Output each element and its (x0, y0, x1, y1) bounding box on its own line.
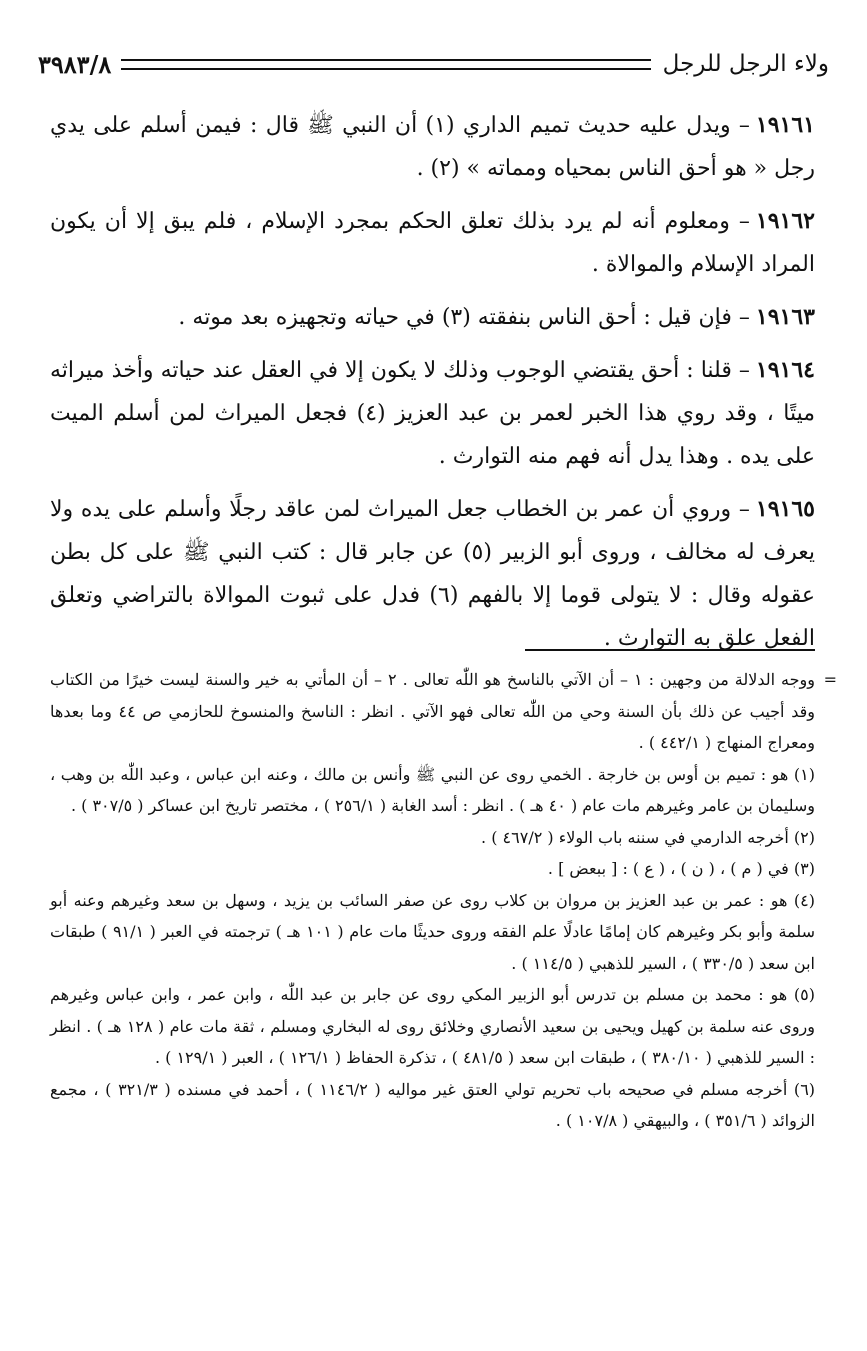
footnote-text: (٦) أخرجه مسلم في صحيحه باب تحريم تولي العتق غير مواليه ( ١١٤٦/٢ ) ، أحمد في مسنده ( ٣٢١/٣ ) ، مجمع الزوائد ( ٣٥١/٦ ) ، والبيهقي ( ١٠٧/٨ ) . (50, 1079, 816, 1130)
footnote-text: (١) هو : تميم بن أوس بن خارجة . الخمي روى عن النبي ﷺ وأنس بن مالك ، وعنه ابن عباس ، وعبد اللّٰه بن وهب ، وسليمان بن عامر وغيرهم مات عام ( ٤٠ هـ ) . انظر : أسد الغابة ( ٢٥٦/١ ) ، مختصر تاريخ ابن عساكر ( ٣٠٧/٥ ) . (50, 764, 815, 815)
paragraph-text: – ويدل عليه حديث تميم الداري (١) أن النبي ﷺ قال : فيمن أسلم على يدي رجل « هو أحق الناس بمحياه ومماته » (٢) . (50, 113, 815, 181)
paragraph-19163 (50, 296, 815, 339)
paragraph-text: – فإن قيل : أحق الناس بنفقته (٣) في حياته وتجهيزه بعد موته . (178, 305, 750, 330)
paragraph-19165 (50, 488, 815, 660)
paragraph-19162 (50, 200, 815, 286)
footnote-4 (50, 885, 815, 980)
footnote-text: (٢) أخرجه الدارمي في سننه باب الولاء ( ٤٦٧/٢ ) . (481, 827, 815, 847)
paragraph-number: ١٩١٦٤ (755, 357, 815, 383)
footnote-separator (525, 649, 815, 651)
footnote-3 (50, 853, 815, 885)
running-title: ولاء الرجل للرجل (662, 51, 829, 77)
paragraph-text: – وروي أن عمر بن الخطاب جعل الميراث لمن عاقد رجلًا وأسلم على يده ولا يعرف له مخالف ، وروى أبو الزبير (٥) عن جابر قال : كتب النبي ﷺ على كل بطن عقوله وقال : لا يتولى قوما إلا بالفهم (٦) فدل على ثبوت الموالاة بالتراضي وتعلق الفعل علق به التوارث . (50, 497, 816, 651)
header-rule (121, 59, 650, 70)
footnotes (50, 664, 837, 1137)
footnote-text: ووجه الدلالة من وجهين : ١ – أن الآتي بالناسخ هو اللّٰه تعالى . ٢ – أن المأتي به خير والسنة ليست خيرًا من الكتاب وقد أجيب عن ذلك بأن السنة وحي من اللّٰه تعالى فهو الآتي . انظر : الناسخ والمنسوخ للحازمي ص ٤٤ وما بعدها ومعراج المنهاج ( ٤٤٢/١ ) . (50, 670, 815, 752)
paragraph-19164 (50, 349, 815, 478)
paragraph-number: ١٩١٦٥ (755, 496, 815, 522)
paragraph-number: ١٩١٦٣ (755, 304, 815, 330)
footnote-continuation (50, 664, 837, 759)
main-text (50, 104, 815, 670)
paragraph-19161 (50, 104, 815, 190)
footnote-1 (50, 759, 815, 822)
footnote-6 (50, 1074, 815, 1137)
paragraph-number: ١٩١٦١ (755, 112, 815, 138)
footnote-5 (50, 979, 815, 1074)
footnote-text: (٣) في ( م ) ، ( ن ) ، ( ع ) : [ ببعض ] . (547, 859, 815, 878)
paragraph-number: ١٩١٦٢ (755, 208, 815, 234)
footnote-text: (٥) هو : محمد بن مسلم بن تدرس أبو الزبير المكي روى عن جابر بن عبد اللّٰه ، وابن عمر ، وابن عباس وغيرهم وروى عنه سلمة بن كهيل ويحيى بن سعيد الأنصاري وخلائق روى له البخاري ومسلم ، ثقة مات عام ( ١٢٨ هـ ) . انظر : السير للذهبي ( ٣٨٠/١٠ ) ، طبقات ابن سعد ( ٤٨١/٥ ) ، تذكرة الحفاظ ( ١٢٦/١ ) ، العبر ( ١٢٩/١ ) . (50, 985, 816, 1067)
paragraph-text: – قلنا : أحق يقتضي الوجوب وذلك لا يكون إلا في العقل عند حياته وأخذ ميراثه ميتًا ، وقد روي هذا الخبر لعمر بن عبد العزيز (٤) فجعل الميراث لمن أسلم الميت على يده . وهذا يدل أنه فهم منه التوارث . (50, 358, 816, 469)
footnote-2 (50, 822, 815, 854)
footnote-text: (٤) هو : عمر بن عبد العزيز بن مروان بن كلاب روى عن صفر السائب بن يزيد ، وسهل بن سعد وغيرهم وعنه أبو سلمة وأبو بكر وغيرهم كان إمامًا عادلًا علم الفقه وروى حديثًا مات عام ( ١٠١ هـ ) ترجمته في العبر ( ٩١/١ ) طبقات ابن سعد ( ٣٣٠/٥ ) ، السير للذهبي ( ١١٤/٥ ) . (50, 890, 815, 973)
page-header (38, 46, 829, 82)
paragraph-text: – ومعلوم أنه لم يرد بذلك تعلق الحكم بمجرد الإسلام ، فلم يبق إلا أن يكون المراد الإسلام والموالاة . (50, 209, 815, 277)
continuation-mark: = (823, 670, 837, 689)
page-number: ٣٩٨٣/٨ (38, 49, 112, 79)
